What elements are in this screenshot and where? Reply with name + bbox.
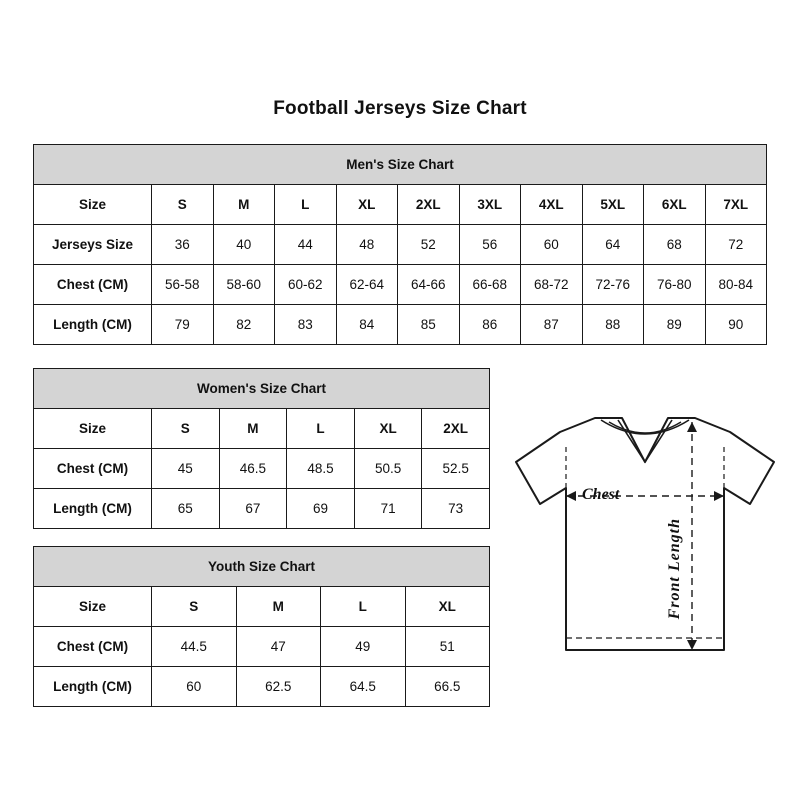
table-cell: L [275, 185, 337, 225]
womens-size-table [33, 368, 490, 529]
table-cell: S [152, 185, 214, 225]
table-row [34, 225, 767, 265]
table-cell: 68 [644, 225, 706, 265]
table-cell: 36 [152, 225, 214, 265]
table-cell: 56-58 [152, 265, 214, 305]
table-cell: 60-62 [275, 265, 337, 305]
mens-size-table [33, 144, 767, 345]
womens-size-chart [33, 368, 490, 529]
table-cell: L [287, 409, 355, 449]
table-cell: 65 [152, 489, 220, 529]
table-cell: 56 [459, 225, 521, 265]
row-label-length: Length (CM) [34, 305, 152, 345]
table-cell: 40 [213, 225, 275, 265]
table-row [34, 667, 490, 707]
table-section-header-row [34, 369, 490, 409]
row-label-chest: Chest (CM) [34, 265, 152, 305]
table-row [34, 305, 767, 345]
table-cell: 52.5 [422, 449, 490, 489]
table-cell: 86 [459, 305, 521, 345]
row-label-size: Size [34, 587, 152, 627]
table-cell: 83 [275, 305, 337, 345]
table-cell: 6XL [644, 185, 706, 225]
table-cell: S [152, 409, 220, 449]
shirt-outline [516, 418, 774, 650]
table-cell: 72 [705, 225, 767, 265]
page-title: Football Jerseys Size Chart [273, 98, 527, 119]
table-cell: 7XL [705, 185, 767, 225]
table-cell: 60 [152, 667, 237, 707]
table-cell: XL [354, 409, 422, 449]
table-cell: 80-84 [705, 265, 767, 305]
table-cell: XL [405, 587, 490, 627]
table-cell: 48.5 [287, 449, 355, 489]
table-cell: M [236, 587, 321, 627]
table-row [34, 587, 490, 627]
table-cell: 51 [405, 627, 490, 667]
row-label-size: Size [34, 409, 152, 449]
table-section-header-row [34, 145, 767, 185]
table-cell: 47 [236, 627, 321, 667]
mens-size-chart [33, 144, 767, 345]
table-cell: S [152, 587, 237, 627]
table-cell: M [219, 409, 287, 449]
table-cell: 66-68 [459, 265, 521, 305]
table-cell: 64 [582, 225, 644, 265]
table-row [34, 265, 767, 305]
table-cell: 44.5 [152, 627, 237, 667]
tshirt-icon [500, 400, 790, 700]
table-cell: 79 [152, 305, 214, 345]
table-cell: 4XL [521, 185, 583, 225]
womens-section-header: Women's Size Chart [34, 369, 490, 409]
table-cell: 49 [321, 627, 406, 667]
table-cell: 73 [422, 489, 490, 529]
table-cell: 62.5 [236, 667, 321, 707]
table-row [34, 409, 490, 449]
front-length-measurement-label: Front Length [666, 518, 683, 620]
row-label-length: Length (CM) [34, 489, 152, 529]
table-cell: 2XL [422, 409, 490, 449]
table-cell: L [321, 587, 406, 627]
table-cell: XL [336, 185, 398, 225]
row-label-length: Length (CM) [34, 667, 152, 707]
table-cell: 68-72 [521, 265, 583, 305]
row-label-chest: Chest (CM) [34, 449, 152, 489]
table-row [34, 627, 490, 667]
mens-section-header: Men's Size Chart [34, 145, 767, 185]
table-cell: 5XL [582, 185, 644, 225]
row-label-jerseys-size: Jerseys Size [34, 225, 152, 265]
table-section-header-row [34, 547, 490, 587]
table-cell: 82 [213, 305, 275, 345]
youth-size-chart [33, 546, 490, 707]
table-cell: 50.5 [354, 449, 422, 489]
table-cell: 69 [287, 489, 355, 529]
row-label-chest: Chest (CM) [34, 627, 152, 667]
table-cell: 44 [275, 225, 337, 265]
table-cell: 84 [336, 305, 398, 345]
table-cell: 89 [644, 305, 706, 345]
row-label-size: Size [34, 185, 152, 225]
table-row [34, 185, 767, 225]
table-cell: 58-60 [213, 265, 275, 305]
youth-section-header: Youth Size Chart [34, 547, 490, 587]
table-cell: 66.5 [405, 667, 490, 707]
table-row [34, 489, 490, 529]
table-cell: 72-76 [582, 265, 644, 305]
table-cell: 76-80 [644, 265, 706, 305]
table-cell: 90 [705, 305, 767, 345]
table-cell: 67 [219, 489, 287, 529]
table-cell: M [213, 185, 275, 225]
table-row [34, 449, 490, 489]
chest-measurement-label: Chest [582, 486, 620, 503]
table-cell: 71 [354, 489, 422, 529]
table-cell: 46.5 [219, 449, 287, 489]
youth-size-table [33, 546, 490, 707]
table-cell: 60 [521, 225, 583, 265]
table-cell: 87 [521, 305, 583, 345]
table-cell: 48 [336, 225, 398, 265]
table-cell: 62-64 [336, 265, 398, 305]
table-cell: 85 [398, 305, 460, 345]
table-cell: 3XL [459, 185, 521, 225]
table-cell: 2XL [398, 185, 460, 225]
table-cell: 64-66 [398, 265, 460, 305]
jersey-measurement-diagram [500, 400, 790, 700]
table-cell: 45 [152, 449, 220, 489]
table-cell: 52 [398, 225, 460, 265]
table-cell: 64.5 [321, 667, 406, 707]
table-cell: 88 [582, 305, 644, 345]
